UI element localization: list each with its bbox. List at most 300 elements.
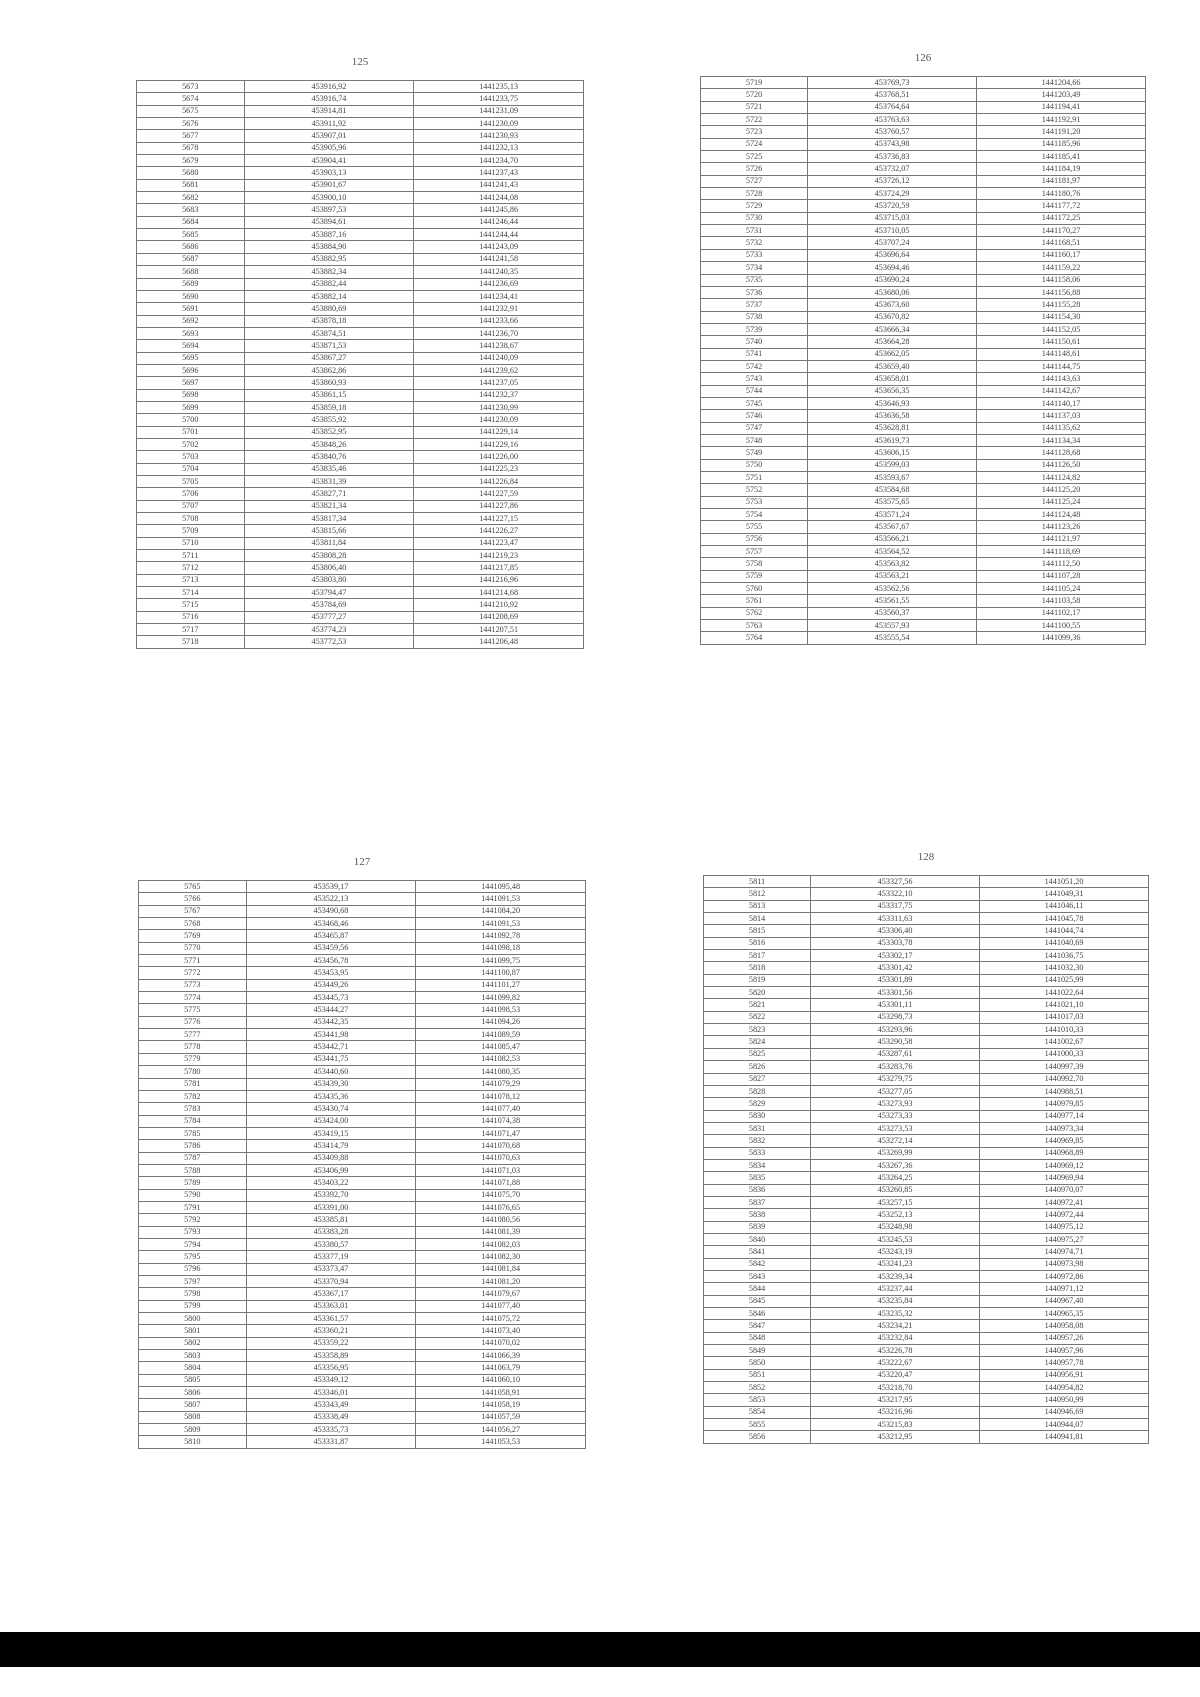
point-number-cell: 5855: [704, 1419, 811, 1431]
table-row: [137, 488, 584, 500]
point-number-cell: 5804: [139, 1362, 247, 1374]
table-row: [701, 237, 1146, 249]
x-coordinate-cell: 453439,30: [246, 1078, 416, 1090]
y-coordinate-cell: 1441051,20: [980, 876, 1149, 888]
y-coordinate-cell: 1441081,84: [416, 1263, 586, 1275]
point-number-cell: 5783: [139, 1103, 247, 1115]
point-number-cell: 5837: [704, 1196, 811, 1208]
point-number-cell: 5726: [701, 163, 808, 175]
x-coordinate-cell: 453363,01: [246, 1300, 416, 1312]
y-coordinate-cell: 1441085,47: [416, 1041, 586, 1053]
y-coordinate-cell: 1441238,67: [414, 340, 584, 352]
x-coordinate-cell: 453385,81: [246, 1214, 416, 1226]
x-coordinate-cell: 453301,42: [811, 962, 980, 974]
x-coordinate-cell: 453694,46: [808, 262, 977, 274]
table-row: [139, 1004, 586, 1016]
x-coordinate-cell: 453664,28: [808, 336, 977, 348]
table-row: [701, 77, 1146, 89]
x-coordinate-cell: 453563,21: [808, 570, 977, 582]
x-coordinate-cell: 453218,70: [811, 1382, 980, 1394]
y-coordinate-cell: 1440957,78: [980, 1357, 1149, 1369]
x-coordinate-cell: 453327,56: [811, 876, 980, 888]
point-number-cell: 5846: [704, 1308, 811, 1320]
y-coordinate-cell: 1441107,28: [977, 570, 1146, 582]
table-row: [704, 937, 1149, 949]
x-coordinate-cell: 453409,88: [246, 1152, 416, 1164]
x-coordinate-cell: 453212,95: [811, 1431, 980, 1443]
y-coordinate-cell: 1441232,37: [414, 389, 584, 401]
x-coordinate-cell: 453862,86: [244, 364, 414, 376]
table-row: [704, 1073, 1149, 1085]
y-coordinate-cell: 1441244,44: [414, 229, 584, 241]
y-coordinate-cell: 1441241,43: [414, 179, 584, 191]
x-coordinate-cell: 453241,23: [811, 1258, 980, 1270]
table-row: [704, 999, 1149, 1011]
x-coordinate-cell: 453279,75: [811, 1073, 980, 1085]
x-coordinate-cell: 453764,64: [808, 101, 977, 113]
x-coordinate-cell: 453861,15: [244, 389, 414, 401]
table-row: [701, 509, 1146, 521]
point-number-cell: 5714: [137, 587, 245, 599]
point-number-cell: 5800: [139, 1313, 247, 1325]
point-number-cell: 5702: [137, 438, 245, 450]
point-number-cell: 5844: [704, 1283, 811, 1295]
point-number-cell: 5813: [704, 900, 811, 912]
x-coordinate-cell: 453897,53: [244, 204, 414, 216]
point-number-cell: 5708: [137, 513, 245, 525]
y-coordinate-cell: 1441210,92: [414, 599, 584, 611]
point-number-cell: 5762: [701, 607, 808, 619]
point-number-cell: 5747: [701, 422, 808, 434]
y-coordinate-cell: 1441071,03: [416, 1164, 586, 1176]
y-coordinate-cell: 1440977,14: [980, 1110, 1149, 1122]
table-row: [137, 500, 584, 512]
table-row: [704, 913, 1149, 925]
table-row: [137, 266, 584, 278]
x-coordinate-cell: 453774,23: [244, 624, 414, 636]
point-number-cell: 5832: [704, 1135, 811, 1147]
x-coordinate-cell: 453619,73: [808, 434, 977, 446]
y-coordinate-cell: 1441103,58: [977, 595, 1146, 607]
point-number-cell: 5713: [137, 574, 245, 586]
table-row: [137, 377, 584, 389]
point-number-cell: 5780: [139, 1066, 247, 1078]
table-row: [139, 1053, 586, 1065]
y-coordinate-cell: 1441206,48: [414, 636, 584, 648]
table-row: [139, 1226, 586, 1238]
x-coordinate-cell: 453468,46: [246, 918, 416, 930]
y-coordinate-cell: 1441123,26: [977, 521, 1146, 533]
y-coordinate-cell: 1441236,70: [414, 327, 584, 339]
point-number-cell: 5838: [704, 1209, 811, 1221]
x-coordinate-cell: 453260,85: [811, 1184, 980, 1196]
table-row: [137, 253, 584, 265]
y-coordinate-cell: 1440988,51: [980, 1085, 1149, 1097]
y-coordinate-cell: 1441225,23: [414, 463, 584, 475]
table-row: [701, 620, 1146, 632]
point-number-cell: 5792: [139, 1214, 247, 1226]
y-coordinate-cell: 1441091,53: [416, 893, 586, 905]
y-coordinate-cell: 1440954,82: [980, 1382, 1149, 1394]
table-row: [139, 881, 586, 893]
y-coordinate-cell: 1441098,18: [416, 942, 586, 954]
table-row: [137, 476, 584, 488]
y-coordinate-cell: 1441194,41: [977, 101, 1146, 113]
table-row: [701, 175, 1146, 187]
x-coordinate-cell: 453673,60: [808, 299, 977, 311]
y-coordinate-cell: 1441243,09: [414, 241, 584, 253]
table-row: [137, 142, 584, 154]
x-coordinate-cell: 453239,34: [811, 1271, 980, 1283]
table-row: [137, 155, 584, 167]
x-coordinate-cell: 453680,06: [808, 286, 977, 298]
table-row: [701, 385, 1146, 397]
y-coordinate-cell: 1441077,40: [416, 1103, 586, 1115]
point-number-cell: 5842: [704, 1258, 811, 1270]
x-coordinate-cell: 453736,83: [808, 151, 977, 163]
x-coordinate-cell: 453226,78: [811, 1345, 980, 1357]
point-number-cell: 5856: [704, 1431, 811, 1443]
x-coordinate-cell: 453430,74: [246, 1103, 416, 1115]
point-number-cell: 5700: [137, 414, 245, 426]
x-coordinate-cell: 453803,80: [244, 574, 414, 586]
point-number-cell: 5839: [704, 1221, 811, 1233]
x-coordinate-cell: 453916,74: [244, 93, 414, 105]
y-coordinate-cell: 1441040,69: [980, 937, 1149, 949]
x-coordinate-cell: 453216,96: [811, 1406, 980, 1418]
point-number-cell: 5759: [701, 570, 808, 582]
y-coordinate-cell: 1440974,71: [980, 1246, 1149, 1258]
table-row: [704, 1098, 1149, 1110]
point-number-cell: 5829: [704, 1098, 811, 1110]
x-coordinate-cell: 453465,87: [246, 930, 416, 942]
y-coordinate-cell: 1441245,86: [414, 204, 584, 216]
point-number-cell: 5748: [701, 434, 808, 446]
x-coordinate-cell: 453882,44: [244, 278, 414, 290]
point-number-cell: 5768: [139, 918, 247, 930]
table-row: [137, 599, 584, 611]
y-coordinate-cell: 1441017,03: [980, 1011, 1149, 1023]
table-row: [704, 1382, 1149, 1394]
table-row: [137, 537, 584, 549]
y-coordinate-cell: 1441100,87: [416, 967, 586, 979]
y-coordinate-cell: 1440944,07: [980, 1419, 1149, 1431]
y-coordinate-cell: 1440972,86: [980, 1271, 1149, 1283]
y-coordinate-cell: 1440956,91: [980, 1369, 1149, 1381]
x-coordinate-cell: 453772,53: [244, 636, 414, 648]
x-coordinate-cell: 453273,53: [811, 1122, 980, 1134]
point-number-cell: 5696: [137, 364, 245, 376]
y-coordinate-cell: 1441112,50: [977, 558, 1146, 570]
x-coordinate-cell: 453561,55: [808, 595, 977, 607]
y-coordinate-cell: 1441081,20: [416, 1276, 586, 1288]
y-coordinate-cell: 1441121,97: [977, 533, 1146, 545]
y-coordinate-cell: 1441099,82: [416, 992, 586, 1004]
point-number-cell: 5854: [704, 1406, 811, 1418]
x-coordinate-cell: 453840,76: [244, 451, 414, 463]
x-coordinate-cell: 453852,95: [244, 426, 414, 438]
y-coordinate-cell: 1441227,15: [414, 513, 584, 525]
y-coordinate-cell: 1441230,09: [414, 118, 584, 130]
point-number-cell: 5685: [137, 229, 245, 241]
y-coordinate-cell: 1441098,53: [416, 1004, 586, 1016]
x-coordinate-cell: 453901,67: [244, 179, 414, 191]
point-number-cell: 5738: [701, 311, 808, 323]
x-coordinate-cell: 453911,92: [244, 118, 414, 130]
x-coordinate-cell: 453298,73: [811, 1011, 980, 1023]
point-number-cell: 5796: [139, 1263, 247, 1275]
x-coordinate-cell: 453670,82: [808, 311, 977, 323]
x-coordinate-cell: 453539,17: [246, 881, 416, 893]
x-coordinate-cell: 453414,79: [246, 1140, 416, 1152]
table-row: [704, 1369, 1149, 1381]
x-coordinate-cell: 453916,92: [244, 81, 414, 93]
y-coordinate-cell: 1441078,12: [416, 1090, 586, 1102]
x-coordinate-cell: 453599,03: [808, 459, 977, 471]
table-row: [701, 126, 1146, 138]
y-coordinate-cell: 1441229,14: [414, 426, 584, 438]
table-row: [704, 1110, 1149, 1122]
point-number-cell: 5767: [139, 905, 247, 917]
table-row: [701, 533, 1146, 545]
table-row: [139, 942, 586, 954]
x-coordinate-cell: 453391,00: [246, 1201, 416, 1213]
y-coordinate-cell: 1441070,68: [416, 1140, 586, 1152]
point-number-cell: 5834: [704, 1159, 811, 1171]
point-number-cell: 5847: [704, 1320, 811, 1332]
table-row: [137, 364, 584, 376]
point-number-cell: 5769: [139, 930, 247, 942]
table-row: [139, 1115, 586, 1127]
point-number-cell: 5722: [701, 114, 808, 126]
y-coordinate-cell: 1441079,67: [416, 1288, 586, 1300]
table-row: [137, 438, 584, 450]
x-coordinate-cell: 453659,40: [808, 360, 977, 372]
table-row: [139, 1238, 586, 1250]
table-row: [701, 595, 1146, 607]
table-row: [704, 1406, 1149, 1418]
y-coordinate-cell: 1440946,69: [980, 1406, 1149, 1418]
y-coordinate-cell: 1441044,74: [980, 925, 1149, 937]
point-number-cell: 5775: [139, 1004, 247, 1016]
x-coordinate-cell: 453720,59: [808, 200, 977, 212]
y-coordinate-cell: 1441226,27: [414, 525, 584, 537]
x-coordinate-cell: 453690,24: [808, 274, 977, 286]
table-row: [139, 930, 586, 942]
x-coordinate-cell: 453287,61: [811, 1048, 980, 1060]
table-row: [704, 1209, 1149, 1221]
point-number-cell: 5766: [139, 893, 247, 905]
table-row: [704, 1295, 1149, 1307]
table-row: [701, 163, 1146, 175]
x-coordinate-cell: 453566,21: [808, 533, 977, 545]
x-coordinate-cell: 453571,24: [808, 509, 977, 521]
table-row: [701, 101, 1146, 113]
point-number-cell: 5781: [139, 1078, 247, 1090]
point-number-cell: 5789: [139, 1177, 247, 1189]
table-row: [704, 1036, 1149, 1048]
table-row: [701, 274, 1146, 286]
x-coordinate-cell: 453403,22: [246, 1177, 416, 1189]
point-number-cell: 5717: [137, 624, 245, 636]
y-coordinate-cell: 1441070,63: [416, 1152, 586, 1164]
table-row: [701, 114, 1146, 126]
y-coordinate-cell: 1441095,48: [416, 881, 586, 893]
table-row: [701, 410, 1146, 422]
point-number-cell: 5812: [704, 888, 811, 900]
y-coordinate-cell: 1440950,99: [980, 1394, 1149, 1406]
x-coordinate-cell: 453715,03: [808, 212, 977, 224]
table-row: [139, 1029, 586, 1041]
table-row: [139, 1127, 586, 1139]
y-coordinate-cell: 1441172,25: [977, 212, 1146, 224]
point-number-cell: 5817: [704, 950, 811, 962]
table-row: [137, 352, 584, 364]
table-row: [701, 546, 1146, 558]
x-coordinate-cell: 453784,69: [244, 599, 414, 611]
x-coordinate-cell: 453768,51: [808, 89, 977, 101]
x-coordinate-cell: 453871,53: [244, 340, 414, 352]
table-row: [137, 340, 584, 352]
point-number-cell: 5737: [701, 299, 808, 311]
x-coordinate-cell: 453311,63: [811, 913, 980, 925]
table-row: [137, 229, 584, 241]
x-coordinate-cell: 453306,40: [811, 925, 980, 937]
x-coordinate-cell: 453445,73: [246, 992, 416, 1004]
table-row: [704, 888, 1149, 900]
x-coordinate-cell: 453302,17: [811, 950, 980, 962]
point-number-cell: 5680: [137, 167, 245, 179]
y-coordinate-cell: 1441239,62: [414, 364, 584, 376]
x-coordinate-cell: 453887,16: [244, 229, 414, 241]
table-row: [139, 1300, 586, 1312]
y-coordinate-cell: 1441002,67: [980, 1036, 1149, 1048]
y-coordinate-cell: 1441233,66: [414, 315, 584, 327]
y-coordinate-cell: 1441159,22: [977, 262, 1146, 274]
x-coordinate-cell: 453273,33: [811, 1110, 980, 1122]
table-row: [704, 1159, 1149, 1171]
y-coordinate-cell: 1441079,29: [416, 1078, 586, 1090]
y-coordinate-cell: 1441203,49: [977, 89, 1146, 101]
x-coordinate-cell: 453406,99: [246, 1164, 416, 1176]
point-number-cell: 5823: [704, 1024, 811, 1036]
x-coordinate-cell: 453815,66: [244, 525, 414, 537]
y-coordinate-cell: 1441192,91: [977, 114, 1146, 126]
x-coordinate-cell: 453878,18: [244, 315, 414, 327]
point-number-cell: 5729: [701, 200, 808, 212]
point-number-cell: 5820: [704, 987, 811, 999]
point-number-cell: 5721: [701, 101, 808, 113]
x-coordinate-cell: 453743,98: [808, 138, 977, 150]
point-number-cell: 5774: [139, 992, 247, 1004]
y-coordinate-cell: 1441156,88: [977, 286, 1146, 298]
x-coordinate-cell: 453444,27: [246, 1004, 416, 1016]
x-coordinate-cell: 453848,26: [244, 438, 414, 450]
y-coordinate-cell: 1440970,07: [980, 1184, 1149, 1196]
x-coordinate-cell: 453904,41: [244, 155, 414, 167]
point-number-cell: 5808: [139, 1411, 247, 1423]
table-row: [137, 636, 584, 648]
x-coordinate-cell: 453567,67: [808, 521, 977, 533]
point-number-cell: 5712: [137, 562, 245, 574]
x-coordinate-cell: 453636,58: [808, 410, 977, 422]
table-row: [139, 918, 586, 930]
table-row: [701, 360, 1146, 372]
y-coordinate-cell: 1440967,40: [980, 1295, 1149, 1307]
point-number-cell: 5697: [137, 377, 245, 389]
x-coordinate-cell: 453882,95: [244, 253, 414, 265]
table-row: [704, 962, 1149, 974]
point-number-cell: 5734: [701, 262, 808, 274]
table-row: [139, 1041, 586, 1053]
point-number-cell: 5728: [701, 188, 808, 200]
x-coordinate-cell: 453882,34: [244, 266, 414, 278]
x-coordinate-cell: 453593,67: [808, 472, 977, 484]
x-coordinate-cell: 453732,07: [808, 163, 977, 175]
table-row: [704, 1332, 1149, 1344]
x-coordinate-cell: 453267,36: [811, 1159, 980, 1171]
point-number-cell: 5772: [139, 967, 247, 979]
y-coordinate-cell: 1441237,05: [414, 377, 584, 389]
y-coordinate-cell: 1441230,93: [414, 130, 584, 142]
point-number-cell: 5703: [137, 451, 245, 463]
point-number-cell: 5686: [137, 241, 245, 253]
x-coordinate-cell: 453666,34: [808, 323, 977, 335]
table-row: [701, 200, 1146, 212]
table-row: [137, 278, 584, 290]
table-row: [704, 987, 1149, 999]
y-coordinate-cell: 1441208,69: [414, 611, 584, 623]
y-coordinate-cell: 1441058,19: [416, 1399, 586, 1411]
x-coordinate-cell: 453346,01: [246, 1387, 416, 1399]
table-row: [701, 570, 1146, 582]
x-coordinate-cell: 453575,65: [808, 496, 977, 508]
table-row: [704, 900, 1149, 912]
x-coordinate-cell: 453449,26: [246, 979, 416, 991]
x-coordinate-cell: 453903,13: [244, 167, 414, 179]
table-row: [139, 1337, 586, 1349]
table-row: [704, 1196, 1149, 1208]
x-coordinate-cell: 453817,34: [244, 513, 414, 525]
table-row: [701, 373, 1146, 385]
y-coordinate-cell: 1440975,12: [980, 1221, 1149, 1233]
table-row: [701, 348, 1146, 360]
point-number-cell: 5684: [137, 216, 245, 228]
y-coordinate-cell: 1441236,69: [414, 278, 584, 290]
y-coordinate-cell: 1441226,84: [414, 476, 584, 488]
point-number-cell: 5745: [701, 397, 808, 409]
x-coordinate-cell: 453373,47: [246, 1263, 416, 1275]
x-coordinate-cell: 453380,57: [246, 1238, 416, 1250]
table-row: [139, 1288, 586, 1300]
y-coordinate-cell: 1441075,72: [416, 1313, 586, 1325]
x-coordinate-cell: 453584,68: [808, 484, 977, 496]
y-coordinate-cell: 1441223,47: [414, 537, 584, 549]
table-row: [139, 1152, 586, 1164]
x-coordinate-cell: 453831,39: [244, 476, 414, 488]
x-coordinate-cell: 453220,47: [811, 1369, 980, 1381]
table-row: [137, 463, 584, 475]
point-number-cell: 5848: [704, 1332, 811, 1344]
y-coordinate-cell: 1441128,68: [977, 447, 1146, 459]
table-row: [139, 1201, 586, 1213]
y-coordinate-cell: 1441074,38: [416, 1115, 586, 1127]
table-row: [139, 1177, 586, 1189]
table-row: [704, 1345, 1149, 1357]
x-coordinate-cell: 453237,44: [811, 1283, 980, 1295]
table-row: [704, 1122, 1149, 1134]
y-coordinate-cell: 1441076,65: [416, 1201, 586, 1213]
